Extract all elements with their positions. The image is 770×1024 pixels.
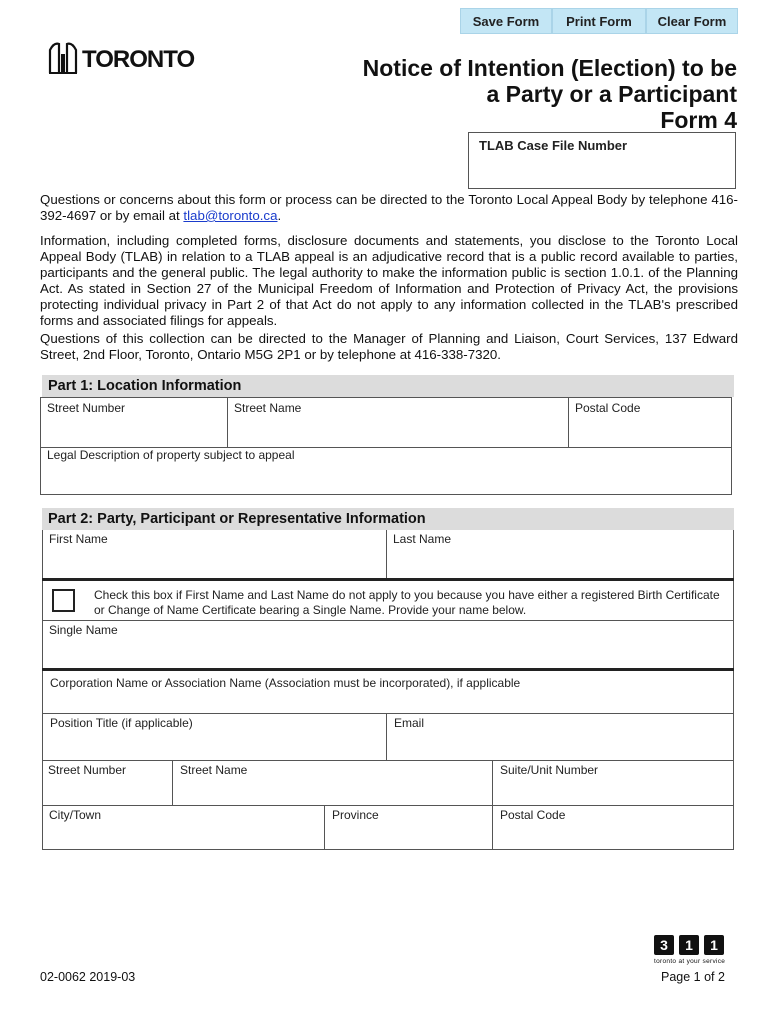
email-field[interactable]: Email bbox=[394, 716, 425, 730]
province-field[interactable]: Province bbox=[332, 808, 379, 822]
single-name-instruction: Check this box if First Name and Last Name do not apply to you because you have either a registered Birth Certificate or Change of Name Certificate bearing a Single Name. Provide your name below. bbox=[94, 588, 720, 617]
single-name-field[interactable]: Single Name bbox=[49, 623, 118, 637]
suite-unit-field[interactable]: Suite/Unit Number bbox=[500, 763, 599, 777]
legal-description-field[interactable]: Legal Description of property subject to appeal bbox=[47, 448, 295, 462]
single-name-checkbox[interactable] bbox=[52, 589, 75, 612]
part1-street-name-field[interactable]: Street Name bbox=[234, 401, 302, 415]
city-town-field[interactable]: City/Town bbox=[49, 808, 102, 822]
first-name-field[interactable]: First Name bbox=[49, 532, 108, 546]
part1-street-number-field[interactable]: Street Number bbox=[47, 401, 126, 415]
part1-fields bbox=[40, 397, 732, 495]
position-title-field[interactable]: Position Title (if applicable) bbox=[50, 716, 193, 730]
page-title: Notice of Intention (Election) to be a Party or a Participant Form 4 bbox=[362, 55, 737, 133]
part1-heading: Part 1: Location Information bbox=[42, 375, 734, 397]
page-number: Page 1 of 2 bbox=[661, 970, 725, 984]
toronto-311-logo: 3 1 1 toronto at your service bbox=[654, 937, 726, 965]
part2-street-number-field[interactable]: Street Number bbox=[48, 763, 127, 777]
city-hall-icon bbox=[48, 40, 78, 74]
form-code: 02-0062 2019-03 bbox=[40, 970, 136, 984]
clear-form-button[interactable]: Clear Form bbox=[646, 8, 738, 34]
corporation-name-field[interactable]: Corporation Name or Association Name (Association must be incorporated), if applicable bbox=[50, 676, 521, 690]
part1-postal-code-field[interactable]: Postal Code bbox=[575, 401, 641, 415]
toronto-logo bbox=[48, 38, 194, 74]
toronto-wordmark: TORONTO bbox=[82, 46, 195, 73]
part2-heading: Part 2: Party, Participant or Representative Information bbox=[42, 508, 734, 530]
part2-postal-code-field[interactable]: Postal Code bbox=[500, 808, 566, 822]
case-file-number-field[interactable]: TLAB Case File Number bbox=[468, 132, 736, 189]
email-link[interactable]: tlab@toronto.ca bbox=[183, 208, 278, 223]
last-name-field[interactable]: Last Name bbox=[393, 532, 452, 546]
part2-street-name-field[interactable]: Street Name bbox=[180, 763, 248, 777]
privacy-paragraph: Information, including completed forms, disclosure documents and statements, you disclose to the Toronto Local Appeal Body (TLAB) in relation to a TLAB appeal is an adjudicative record that is a public record available to parties, participants and the general public. The legal authority to make the information public is section 1.0.1. of the Planning Act. As stated in Section 27 of the Municipal Freedom of Information and Protection of Privacy Act, the provisions protecting individual privacy in Part 2 of that Act do not apply to any information collected in the TLAB's prescribed forms and associated filings for appeals. bbox=[40, 233, 738, 328]
print-form-button[interactable]: Print Form bbox=[552, 8, 646, 34]
save-form-button[interactable]: Save Form bbox=[460, 8, 552, 34]
contact-paragraph: Questions or concerns about this form or process can be directed to the Toronto Local Appeal Body by telephone 416-392-4697 or by email at tlab@toronto.ca. bbox=[40, 192, 738, 223]
collection-paragraph: Questions of this collection can be directed to the Manager of Planning and Liaison, Court Services, 137 Edward Street, 2nd Floor, Toronto, Ontario M5G 2P1 or by telephone at 416-338-7320. bbox=[40, 331, 738, 362]
